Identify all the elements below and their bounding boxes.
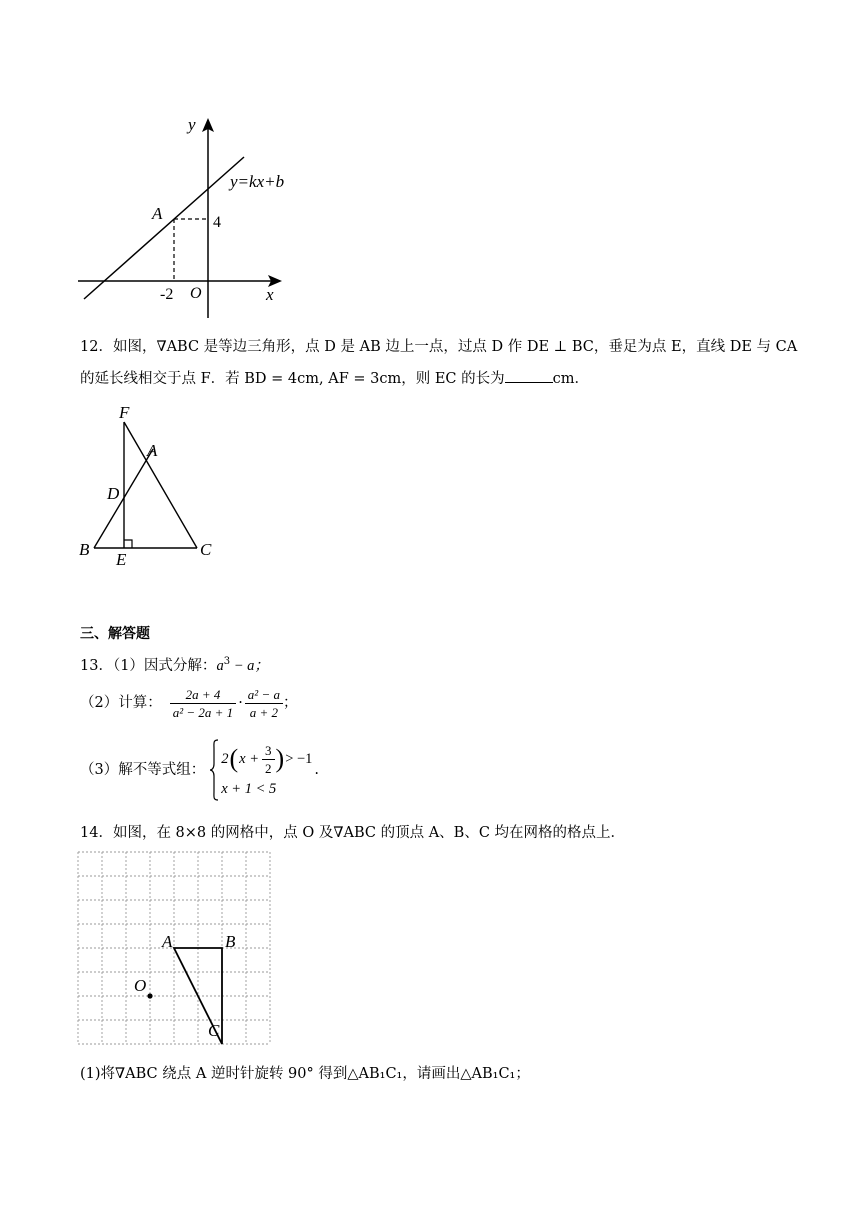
y-axis-label: y (188, 115, 196, 134)
expr-exponent: 3 (223, 656, 231, 667)
grid-label-c: C (208, 1021, 220, 1040)
fraction-3-2-denominator: 2 (265, 760, 272, 776)
fraction-2 (245, 686, 283, 721)
fraction-1-denominator: a² − 2a + 1 (172, 704, 234, 720)
grid-label-a: A (162, 932, 173, 951)
point-a-label: A (152, 204, 163, 223)
label-e: E (116, 550, 127, 569)
fraction-1 (170, 686, 236, 721)
question-13-part-3-end: . (314, 762, 320, 778)
grid-figure-q14 (76, 850, 276, 1050)
inequality-1-x: x + (239, 751, 260, 767)
inequality-1-rhs: > −1 (285, 751, 313, 767)
question-14-part-1: (1)将∇ABC 绕点 A 逆时针旋转 90° 得到△AB₁C₁，请画出△AB₁C₁； (80, 1066, 530, 1082)
fraction-3-2-numerator: 3 (262, 742, 275, 760)
fraction-1-numerator: 2a + 4 (170, 686, 236, 704)
question-13-part-1-text: 13．（1）因式分解： (80, 657, 217, 674)
x-axis-label: x (266, 285, 274, 304)
inequality-1 (221, 740, 312, 778)
label-c: C (200, 540, 212, 559)
question-13-part-2-text: （2）计算： (80, 695, 162, 711)
fraction-3-2 (262, 742, 275, 777)
line-equation-label: y=kx+b (230, 172, 285, 191)
label-a: A (147, 441, 158, 460)
expr-rest: − a； (230, 657, 269, 674)
label-b: B (79, 540, 90, 559)
question-12-line-2 (80, 368, 589, 389)
question-13-part-3 (80, 738, 319, 802)
question-12-line-1: 12．如图，∇ABC 是等边三角形，点 D 是 AB 边上一点，过点 D 作 DE ⊥ BC，垂足为点 E，直线 DE 与 CA (80, 339, 798, 355)
question-14-text: 14．如图，在 8×8 的网格中，点 O 及∇ABC 的顶点 A、B、C 均在网格的格点上． (80, 825, 626, 841)
origin-label: O (190, 285, 202, 302)
question-13-part-2 (80, 683, 297, 723)
label-d: D (107, 484, 120, 503)
inequality-1-coef: 2 (221, 751, 229, 767)
x-tick-label: -2 (160, 286, 174, 303)
right-paren: ) (275, 744, 285, 773)
left-paren: ( (229, 744, 239, 773)
inequality-system (221, 740, 312, 800)
triangle-figure-q12 (75, 400, 225, 575)
section-title: 三、解答题 (80, 626, 150, 642)
fraction-2-numerator: a² − a (245, 686, 283, 704)
right-angle-mark (124, 540, 132, 548)
grid-label-b: B (225, 932, 236, 951)
fraction-2-denominator: a + 2 (249, 704, 279, 720)
y-tick-label: 4 (213, 214, 221, 231)
segment-cf (124, 422, 197, 548)
question-13-part-1 (80, 652, 269, 676)
question-12-line-2-text: 的延长线相交于点 F．若 BD = 4cm, AF = 3cm，则 EC 的长为 (80, 371, 505, 387)
linear-function-graph (70, 110, 310, 330)
question-13-part-2-end: ； (282, 695, 298, 711)
label-f: F (119, 403, 130, 422)
answer-blank (505, 368, 553, 383)
inequality-2: x + 1 < 5 (221, 781, 277, 797)
grid-label-o: O (134, 976, 147, 995)
question-12-unit: cm． (552, 371, 590, 387)
multiply-dot: · (238, 695, 243, 711)
question-13-part-3-text: （3）解不等式组： (80, 762, 206, 778)
brace-icon (209, 739, 219, 801)
point-o (147, 993, 152, 998)
expr-base: a (216, 657, 224, 674)
